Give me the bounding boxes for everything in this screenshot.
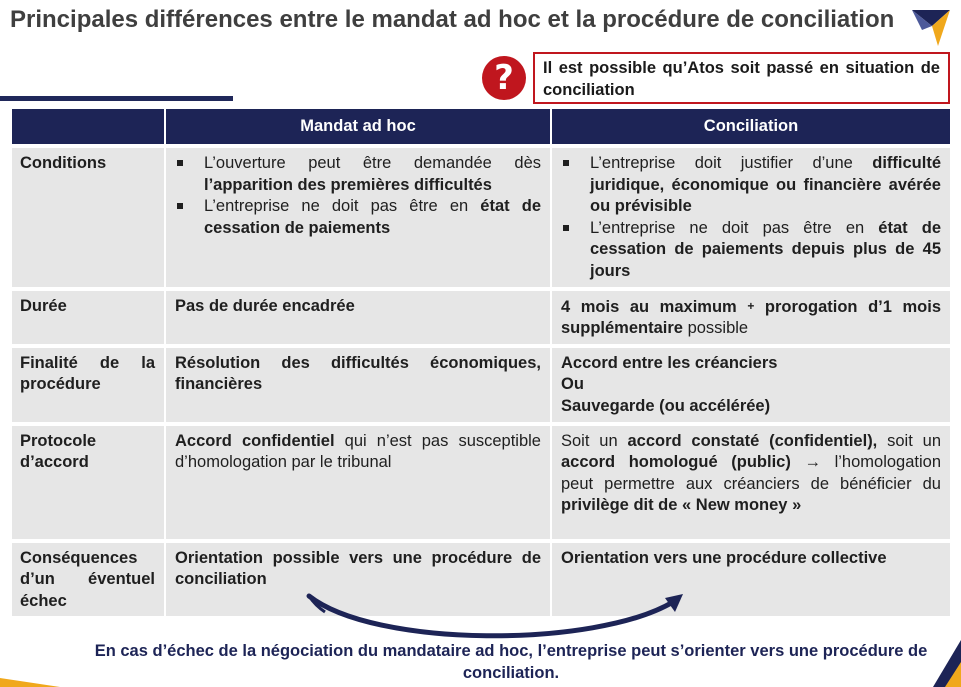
cell-consequences-mandat: Orientation possible vers une procédure de conciliation xyxy=(165,541,551,617)
cell-duree-conciliation: 4 mois au maximum + prorogation d’1 mois supplémentaire possible xyxy=(551,289,950,346)
row-label-finalite: Finalité de la procédure xyxy=(12,346,165,424)
header-mandat: Mandat ad hoc xyxy=(165,109,551,146)
table-row-duree xyxy=(12,289,950,346)
cell-protocole-mandat: Accord confidentiel qui n’est pas susceptible d’homologation par le tribunal xyxy=(165,424,551,541)
list-item: L’entreprise doit justifier d’une difficulté juridique, économique ou financière avérée ou prévisible xyxy=(561,153,941,218)
cell-finalite-conciliation: Accord entre les créanciers Ou Sauvegarde (ou accélérée) xyxy=(551,346,950,424)
question-icon: ? xyxy=(482,56,526,100)
corner-decoration-icon xyxy=(0,672,60,687)
list-item: L’ouverture peut être demandée dès l’apparition des premières difficultés xyxy=(175,153,541,196)
title-underline xyxy=(0,96,233,101)
cell-finalite-mandat: Résolution des difficultés économiques, financières xyxy=(165,346,551,424)
cell-conditions-conciliation xyxy=(551,146,950,289)
callout-box: Il est possible qu’Atos soit passé en situation de conciliation xyxy=(533,52,950,104)
brand-logo-icon xyxy=(908,6,952,50)
row-label-consequences: Conséquences d’un éventuel échec xyxy=(12,541,165,617)
table-row-protocole xyxy=(12,424,950,541)
table-row-conditions xyxy=(12,146,950,289)
cell-protocole-conciliation: Soit un accord constaté (confidentiel), soit un accord homologué (public) → l’homologation peut permettre aux créanciers de bénéficier du privilège dit de « New money » xyxy=(551,424,950,541)
list-item: L’entreprise ne doit pas être en état de cessation de paiements depuis plus de 45 jours xyxy=(561,218,941,283)
corner-decoration-icon xyxy=(925,640,961,687)
footer-note: En cas d’échec de la négociation du mandataire ad hoc, l’entreprise peut s’orienter vers une procédure de conciliation. xyxy=(94,642,928,682)
comparison-table xyxy=(12,109,950,616)
list-item: L’entreprise ne doit pas être en état de cessation de paiements xyxy=(175,196,541,239)
table-row-finalite xyxy=(12,346,950,424)
row-label-protocole: Protocole d’accord xyxy=(12,424,165,541)
curved-arrow-icon xyxy=(295,588,690,648)
row-label-duree: Durée xyxy=(12,289,165,346)
row-label-conditions: Conditions xyxy=(12,146,165,289)
header-empty xyxy=(12,109,165,146)
page-title: Principales différences entre le mandat ad hoc et la procédure de conciliation xyxy=(10,6,895,33)
cell-consequences-conciliation: Orientation vers une procédure collective xyxy=(551,541,950,617)
cell-duree-mandat: Pas de durée encadrée xyxy=(165,289,551,346)
header-conciliation: Conciliation xyxy=(551,109,950,146)
table-header-row xyxy=(12,109,950,146)
cell-conditions-mandat xyxy=(165,146,551,289)
